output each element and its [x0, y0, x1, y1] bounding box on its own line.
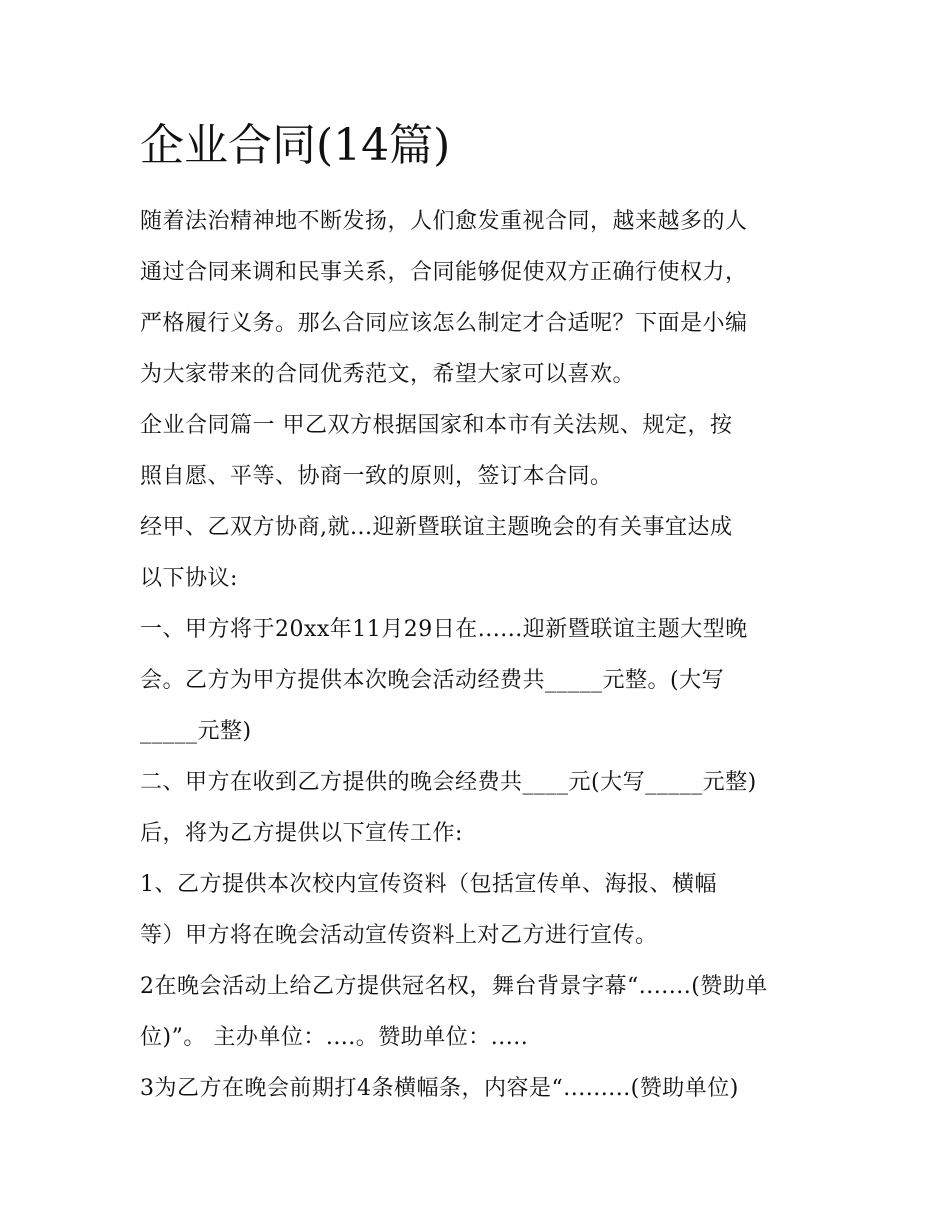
paragraph-line: 1、乙方提供本次校内宣传资料（包括宣传单、海报、横幅	[140, 872, 717, 897]
paragraph-line: 3为乙方在晚会前期打4条横幅条，内容是“.........(赞助单位)	[140, 1076, 739, 1101]
paragraph-line: 一、甲方将于20xx年11月29日在......迎新暨联谊主题大型晚	[140, 617, 748, 642]
paragraph-line: 会。乙方为甲方提供本次晚会活动经费共_____元整。(大写	[140, 668, 725, 693]
paragraph-line: 企业合同篇一 甲乙双方根据国家和本市有关法规、规定，按	[140, 413, 733, 438]
paragraph-line: 随着法治精神地不断发扬，人们愈发重视合同，越来越多的人	[140, 209, 748, 234]
paragraph-line: 照自愿、平等、协商一致的原则，签订本合同。	[140, 464, 613, 489]
paragraph-line: 等）甲方将在晚会活动宣传资料上对乙方进行宣传。	[140, 923, 658, 948]
paragraph-line: 二、甲方在收到乙方提供的晚会经费共____元(大写_____元整)	[140, 770, 757, 795]
paragraph-line: 后，将为乙方提供以下宣传工作:	[140, 821, 463, 846]
paragraph-line: 以下协议:	[140, 566, 238, 591]
paragraph-line: 严格履行义务。那么合同应该怎么制定才合适呢？下面是小编	[140, 311, 748, 336]
paragraph-line: 为大家带来的合同优秀范文，希望大家可以喜欢。	[140, 362, 636, 387]
paragraph-line: 2在晚会活动上给乙方提供冠名权，舞台背景字幕“.......(赞助单	[140, 974, 768, 999]
document-title: 企业合同(14篇)	[140, 120, 451, 171]
paragraph-line: 通过合同来调和民事关系，合同能够促使双方正确行使权力，	[140, 260, 748, 285]
paragraph-line: 经甲、乙双方协商,就...迎新暨联谊主题晚会的有关事宜达成	[140, 515, 733, 540]
paragraph-line: _____元整)	[140, 719, 252, 744]
paragraph-line: 位)”。 主办单位：....。赞助单位：.....	[140, 1025, 529, 1050]
